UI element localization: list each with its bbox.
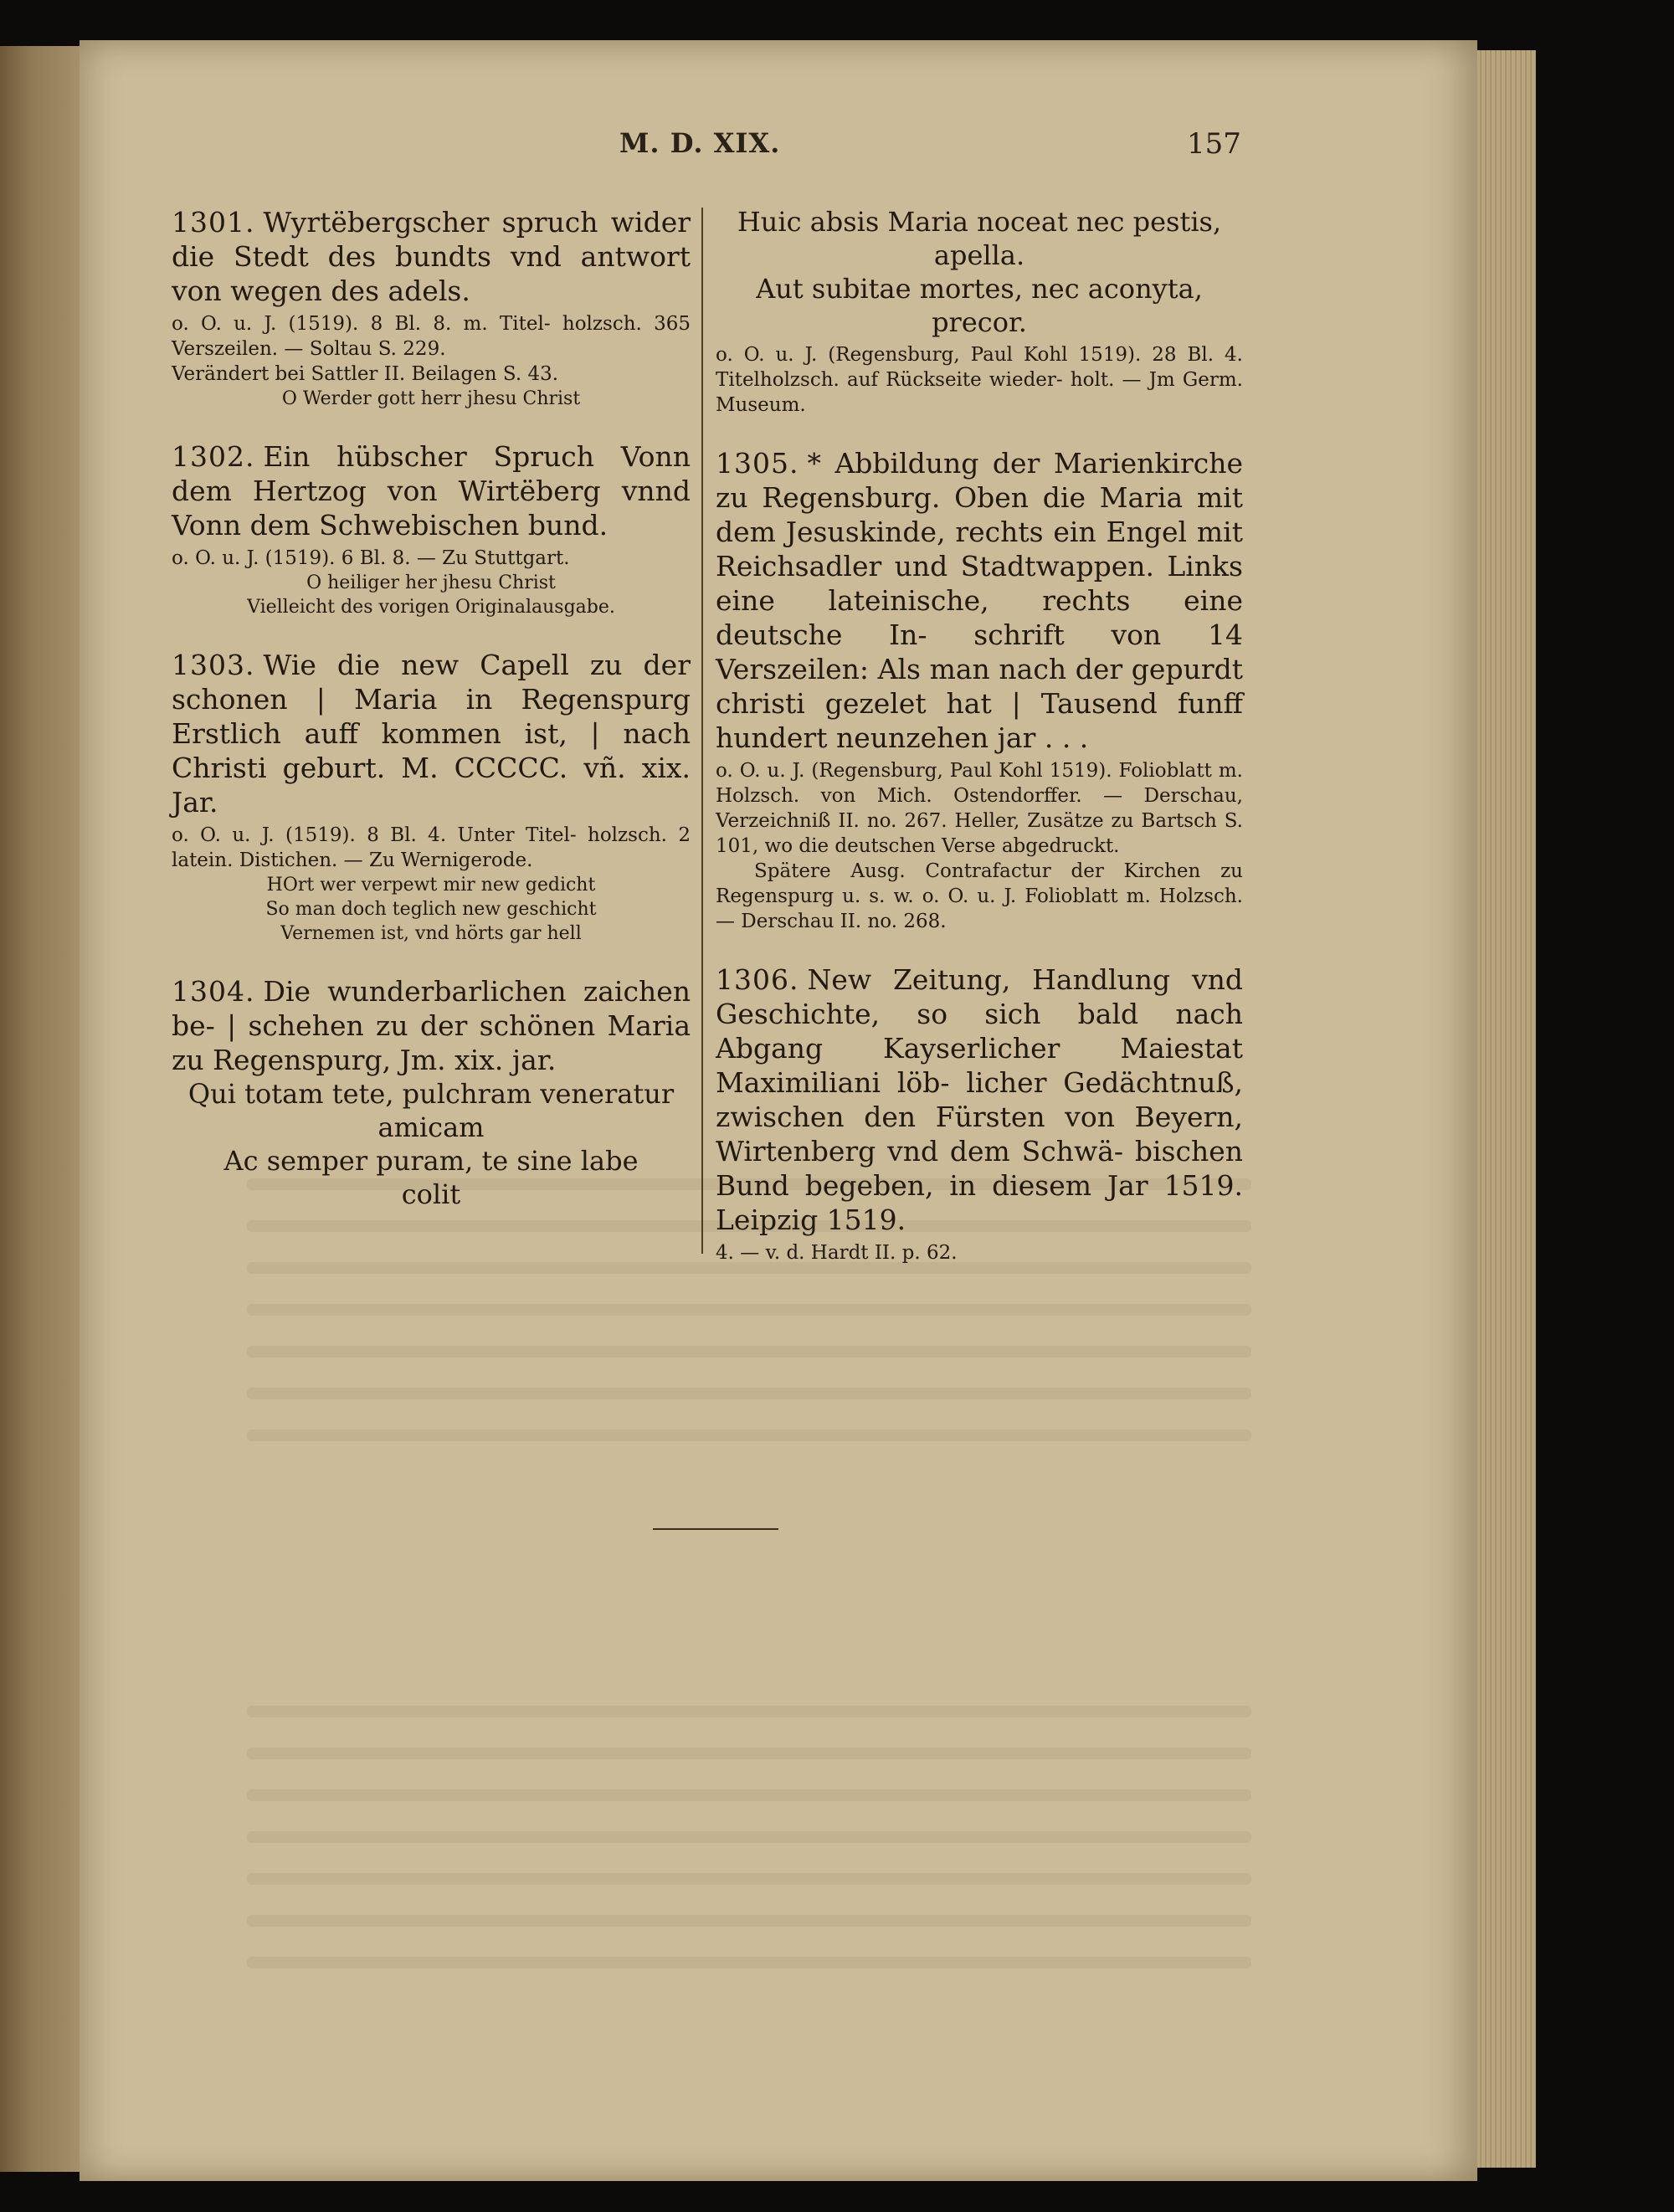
entry-1301 [172, 205, 691, 411]
bibliographic-note: o. O. u. J. (1519). 8 Bl. 4. Unter Titel- holzsch. 2 latein. Distichen. — Zu Wernigerode. [172, 824, 691, 871]
closing-rule [653, 1528, 778, 1530]
entry-title: Wyrtëbergscher spruch wider die Stedt des bundts vnd antwort von wegen des adels. [172, 206, 691, 307]
entry-title: New Zeitung, Handlung vnd Geschichte, so sich bald nach Abgang Kayserlicher Maiestat Maximiliani löb- licher Gedächtnuß, zwischen den Fürsten von Beyern, Wirtenberg vnd dem Schwä- bischen Bund begeben, in diesem Jar 1519. Leipzig 1519. [716, 963, 1243, 1236]
entry-heading [172, 974, 691, 1077]
bibliographic-note: Spätere Ausg. Contrafactur der Kirchen zu Regenspurg u. s. w. o. O. u. J. Folioblatt m. Holzsch. — Derschau II. no. 268. [716, 860, 1243, 932]
entry-1304 [172, 974, 691, 1211]
entry-1303 [172, 648, 691, 946]
latin-distich-line: Ac semper puram, te sine labe [223, 1145, 639, 1177]
entry-number: 1303. [172, 649, 255, 681]
entry-title: * Abbildung der Marienkirche zu Regensburg. Oben die Maria mit dem Jesuskinde, rechts ein Engel mit Reichsadler und Stadtwappen. Links eine lateinische, rechts eine deutsche In- schrift von 14 Verszeilen: Als man nach der gepurdt christi gezelet hat | Tausend funff hundert neunzehen jar . . . [716, 447, 1243, 754]
latin-distich-line: Aut subitae mortes, nec aconyta, [756, 273, 1203, 305]
bibliographic-note: o. O. u. J. (Regensburg, Paul Kohl 1519). 28 Bl. 4. Titelholzsch. auf Rückseite wieder- holt. — Jm Germ. Museum. [716, 344, 1243, 416]
page-number: 157 [1187, 127, 1241, 161]
latin-distich-line: amicam [377, 1111, 485, 1143]
latin-distich-line: precor. [932, 306, 1027, 338]
entry-number: 1306. [716, 963, 799, 996]
latin-distich-line: Qui totam tete, pulchram veneratur [187, 1078, 675, 1110]
entry-1306 [716, 962, 1243, 1265]
column-divider [701, 208, 703, 1254]
entry-number: 1302. [172, 440, 255, 473]
latin-distich-line: Huic absis Maria noceat nec pestis, [737, 206, 1222, 238]
entry-heading [172, 205, 691, 308]
incipit-verse: HOrt wer verpewt mir new gedicht [266, 875, 596, 896]
latin-distich-line: colit [401, 1178, 461, 1210]
bibliographic-note: o. O. u. J. (Regensburg, Paul Kohl 1519). Folioblatt m. Holzsch. von Mich. Ostendorffer. — Derschau, Verzeichniß II. no. 267. Heller, Zusätze zu Bartsch S. 101, wo die deutschen Verse abgedruckt. [716, 760, 1243, 857]
entry-1304-continued [716, 205, 1243, 418]
right-column [716, 205, 1243, 1294]
entry-1302 [172, 439, 691, 619]
bibliographic-note: 4. — v. d. Hardt II. p. 62. [716, 1242, 958, 1264]
incipit-verse: O Werder gott herr jhesu Christ [281, 388, 581, 409]
entry-number: 1305. [716, 447, 799, 480]
entry-heading [172, 439, 691, 542]
page-stack-edge [1477, 50, 1536, 2168]
entry-number: 1301. [172, 206, 255, 239]
entry-heading [716, 962, 1243, 1237]
incipit-verse: Vernemen ist, vnd hörts gar hell [280, 923, 582, 944]
entry-title: Die wunderbarlichen zaichen be- | schehen zu der schönen Maria zu Regenspurg, Jm. xix. jar. [172, 975, 691, 1076]
entry-1305 [716, 446, 1243, 934]
entry-title: Ein hübscher Spruch Vonn dem Hertzog von Wirtëberg vnnd Vonn dem Schwebischen bund. [172, 440, 691, 541]
latin-distich-line: apella. [933, 239, 1025, 271]
bibliographic-note: o. O. u. J. (1519). 6 Bl. 8. — Zu Stuttgart. [172, 547, 570, 569]
bibliographic-note: o. O. u. J. (1519). 8 Bl. 8. m. Titel- holzsch. 365 Verszeilen. — Soltau S. 229. [172, 313, 691, 360]
entry-number: 1304. [172, 975, 255, 1008]
incipit-verse: So man doch teglich new geschicht [265, 899, 597, 920]
left-column [172, 205, 691, 1239]
running-head: M. D. XIX. [619, 127, 781, 159]
entry-title: Wie die new Capell zu der schonen | Maria in Regenspurg Erstlich auff kommen ist, | nach Christi geburt. M. CCCCC. vñ. xix. Jar. [172, 649, 691, 819]
incipit-verse: O heiliger her jhesu Christ [306, 572, 556, 593]
entry-heading [172, 648, 691, 819]
previous-page-edge [0, 46, 80, 2172]
editorial-remark: Vielleicht des vorigen Originalausgabe. [247, 597, 615, 618]
bibliographic-note: Verändert bei Sattler II. Beilagen S. 43. [172, 363, 559, 385]
entry-heading [716, 446, 1243, 755]
